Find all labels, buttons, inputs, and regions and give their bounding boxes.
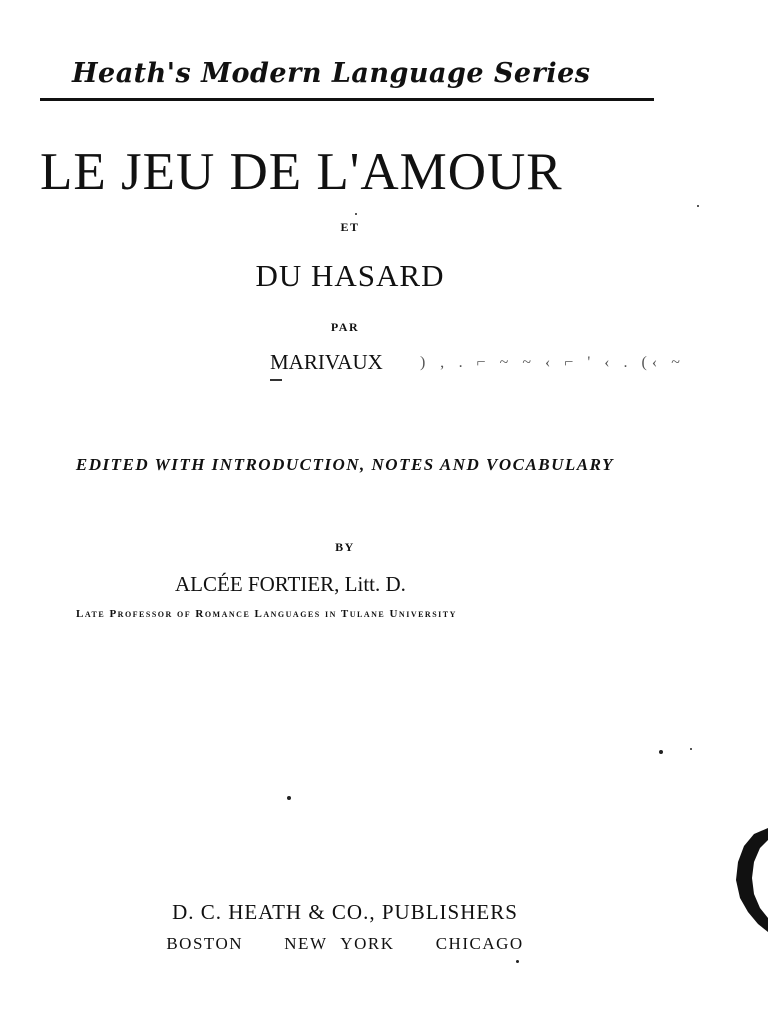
book-title-line2: DU HASARD	[255, 258, 445, 293]
scan-speck	[287, 796, 291, 800]
scan-speck	[697, 205, 699, 207]
par-label: PAR	[330, 320, 360, 334]
scan-speck	[690, 748, 692, 750]
page-edge-mark	[730, 828, 768, 936]
handwritten-annotation: ) ‚ . ⌐ ~ ~ ‹ ⌐ ' ‹ . (‹ ~	[420, 354, 685, 371]
author-text: MARIVAUX	[270, 350, 383, 374]
scan-speck	[516, 960, 519, 963]
series-header: Heath's Modern Language Series	[72, 58, 591, 89]
book-title: LE JEU DE L'AMOUR	[40, 143, 563, 201]
publisher-cities: BOSTON NEW YORK CHICAGO	[166, 934, 524, 953]
author-name	[270, 350, 383, 375]
by-label: BY	[335, 540, 355, 554]
editor-line	[175, 572, 406, 597]
underline-mark	[270, 379, 282, 381]
header-rule	[40, 98, 654, 101]
title-conjunction: ET	[340, 220, 360, 234]
publisher-name: D. C. HEATH & CO., PUBLISHERS	[172, 900, 518, 924]
editor-affiliation: Late Professor of Romance Languages in Tulane University	[76, 608, 457, 620]
editor-name: ALCÉE FORTIER,	[175, 572, 340, 596]
scan-speck	[659, 750, 663, 754]
editor-degree: Litt. D.	[344, 572, 406, 596]
scan-speck	[355, 213, 357, 215]
edited-with-line: EDITED WITH INTRODUCTION, NOTES AND VOCABULARY	[75, 455, 615, 474]
